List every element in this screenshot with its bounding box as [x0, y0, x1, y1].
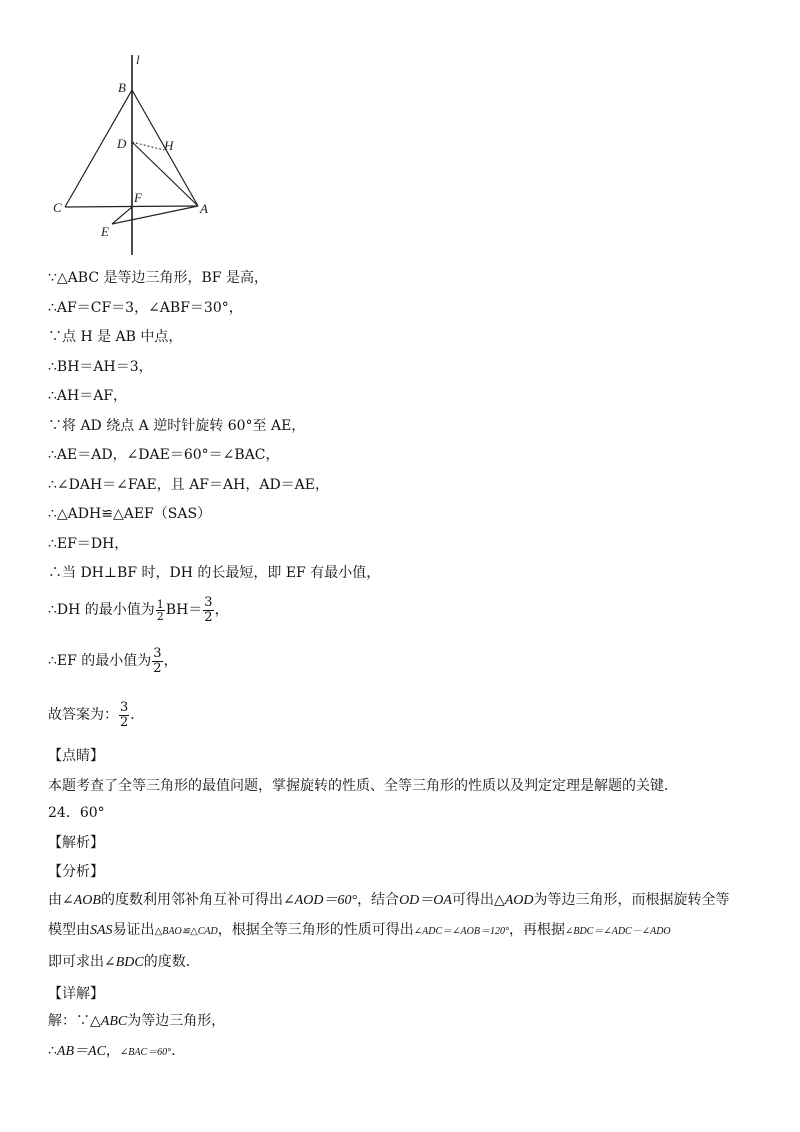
question-number: 24．60° — [48, 805, 105, 821]
text-line: ∵△ABC 是等边三角形，BF 是高， — [48, 270, 268, 286]
analysis-line-2: 模型由SAS易证出△BAO≌△CAD，根据全等三角形的性质可得出∠ADC＝∠AOB＝120°，再根据∠BDC＝∠ADC－∠ADO — [48, 922, 671, 938]
detail-line-1: 解：∵△ABC为等边三角形， — [48, 1013, 226, 1029]
section-heading: 【点睛】 — [48, 748, 104, 764]
fraction: $\frac{3}{2}$ — [153, 645, 162, 676]
section-heading: 【详解】 — [48, 986, 104, 1002]
label-e: E — [101, 224, 109, 239]
text-line: ∴EF＝DH， — [48, 536, 129, 552]
text-line: ∴BH＝AH＝3， — [48, 359, 153, 375]
detail-line-2: ∴AB＝AC，∠BAC＝60°． — [48, 1043, 186, 1059]
text-line: 本题考查了全等三角形的最值问题，掌握旋转的性质、全等三角形的性质以及判定定理是解题的关键． — [48, 778, 678, 794]
label-f: F — [134, 190, 142, 205]
geometry-figure — [50, 50, 220, 260]
label-d: D — [117, 136, 127, 151]
section-heading: 【解析】 — [48, 835, 104, 851]
text-line: ∵将 AD 绕点 A 逆时针旋转 60°至 AE， — [48, 418, 306, 434]
fraction: $\frac{3}{2}$ — [204, 594, 213, 625]
triangle-diagram — [50, 50, 220, 260]
section-heading: 【分析】 — [48, 864, 104, 880]
fraction: $\frac{3}{2}$ — [120, 699, 129, 730]
label-l: l — [136, 52, 140, 67]
answer-line: 故答案为： $\frac{3}{2}$ ． — [48, 699, 145, 730]
text-line: ∴AH＝AF， — [48, 388, 128, 404]
text-line: ∴AE＝AD，∠DAE＝60°＝∠BAC， — [48, 447, 280, 463]
analysis-line-3: 即可求出∠BDC的度数． — [48, 954, 200, 970]
text-line: ∴△ADH≌△AEF（SAS） — [48, 506, 212, 522]
text-line: ∵点 H 是 AB 中点， — [48, 329, 183, 345]
label-b: B — [118, 80, 126, 95]
label-c: C — [53, 200, 62, 215]
text-line: ∴当 DH⊥BF 时，DH 的长最短，即 EF 有最小值， — [48, 565, 381, 581]
text-line: ∴AF＝CF＝3，∠ABF＝30°， — [48, 300, 243, 316]
label-a: A — [200, 201, 208, 216]
segment-ae — [112, 206, 198, 224]
text-line: ∴∠DAH＝∠FAE，且 AF＝AH，AD＝AE， — [48, 477, 329, 493]
analysis-line-1: 由∠AOB的度数利用邻补角互补可得出∠AOD＝60°，结合OD＝OA可得出△AOD为等边三角形，而根据旋转全等 — [48, 892, 730, 908]
label-h: H — [164, 138, 174, 153]
fraction: $\frac{1}{2}$ — [156, 597, 164, 623]
min-ef-line: ∴EF 的最小值为 $\frac{3}{2}$ ， — [48, 645, 178, 676]
min-dh-line: ∴DH 的最小值为 $\frac{1}{2}$ BH＝ $\frac{3}{2}$ ， — [48, 594, 229, 625]
